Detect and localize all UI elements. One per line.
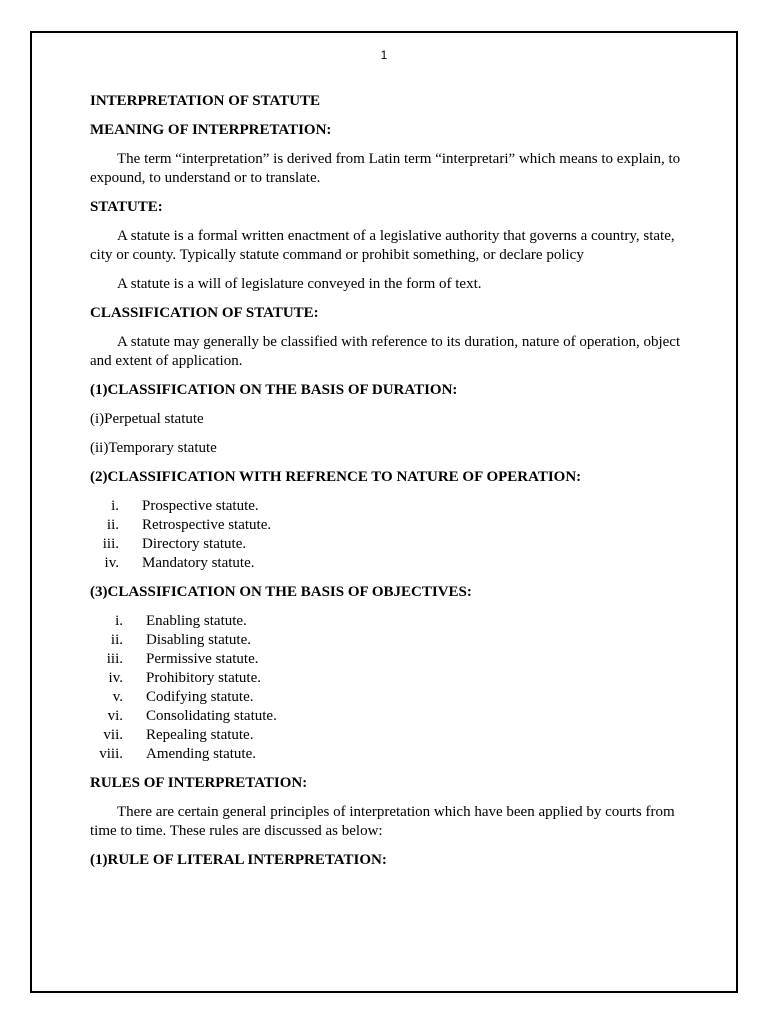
list-number: ii. <box>106 517 119 533</box>
list-text: Retrospective statute. <box>142 517 272 533</box>
list-number: iii. <box>102 536 119 552</box>
list-item <box>90 745 685 764</box>
literal-rule-heading: (1)RULE OF LITERAL INTERPRETATION: <box>90 852 387 868</box>
list-text: Permissive statute. <box>146 651 259 667</box>
list-number: iv. <box>104 555 119 571</box>
operation-list <box>90 497 685 573</box>
list-item <box>90 516 685 535</box>
list-text: Mandatory statute. <box>142 555 255 571</box>
operation-heading: (2)CLASSIFICATION WITH REFRENCE TO NATURE OF OPERATION: <box>90 469 582 485</box>
list-item <box>90 497 685 516</box>
list-text: Enabling statute. <box>146 613 247 629</box>
document-title: INTERPRETATION OF STATUTE <box>90 93 321 109</box>
objectives-list <box>90 612 685 764</box>
list-text: Amending statute. <box>146 746 256 762</box>
page-number: 1 <box>380 48 388 62</box>
classification-paragraph: A statute may generally be classified with reference to its duration, nature of operation, object and extent of application. <box>90 334 681 369</box>
classification-heading: CLASSIFICATION OF STATUTE: <box>90 305 319 321</box>
list-number: viii. <box>99 746 123 762</box>
list-text: Codifying statute. <box>146 689 254 705</box>
list-number: iv. <box>108 670 123 686</box>
list-item <box>90 707 685 726</box>
duration-item-perpetual: (i)Perpetual statute <box>90 411 204 427</box>
list-number: v. <box>112 689 123 705</box>
duration-heading: (1)CLASSIFICATION ON THE BASIS OF DURATION: <box>90 382 458 398</box>
list-text: Directory statute. <box>142 536 247 552</box>
document-body <box>90 92 685 880</box>
list-item <box>90 688 685 707</box>
meaning-heading: MEANING OF INTERPRETATION: <box>90 122 332 138</box>
list-number: i. <box>111 498 119 514</box>
list-text: Prospective statute. <box>142 498 259 514</box>
list-text: Repealing statute. <box>146 727 254 743</box>
list-number: i. <box>115 613 123 629</box>
list-item <box>90 650 685 669</box>
statute-paragraph-1: A statute is a formal written enactment of a legislative authority that governs a country, state, city or county. Typically statute command or prohibit something, or declare policy <box>90 228 675 263</box>
list-item <box>90 554 685 573</box>
rules-heading: RULES OF INTERPRETATION: <box>90 775 308 791</box>
list-number: ii. <box>110 632 123 648</box>
duration-item-temporary: (ii)Temporary statute <box>90 440 217 456</box>
meaning-paragraph: The term “interpretation” is derived from Latin term “interpretari” which means to explain, to expound, to understand or to translate. <box>90 151 681 186</box>
list-item <box>90 669 685 688</box>
list-number: vi. <box>107 708 123 724</box>
list-number: vii. <box>103 727 123 743</box>
statute-paragraph-2: A statute is a will of legislature conveyed in the form of text. <box>117 276 482 292</box>
list-text: Prohibitory statute. <box>146 670 261 686</box>
list-item <box>90 535 685 554</box>
rules-paragraph: There are certain general principles of interpretation which have been applied by courts from time to time. These rules are discussed as below: <box>90 804 675 839</box>
list-text: Disabling statute. <box>146 632 251 648</box>
statute-heading: STATUTE: <box>90 199 163 215</box>
objectives-heading: (3)CLASSIFICATION ON THE BASIS OF OBJECTIVES: <box>90 584 472 600</box>
list-text: Consolidating statute. <box>146 708 277 724</box>
list-item <box>90 726 685 745</box>
list-number: iii. <box>106 651 123 667</box>
list-item <box>90 631 685 650</box>
list-item <box>90 612 685 631</box>
